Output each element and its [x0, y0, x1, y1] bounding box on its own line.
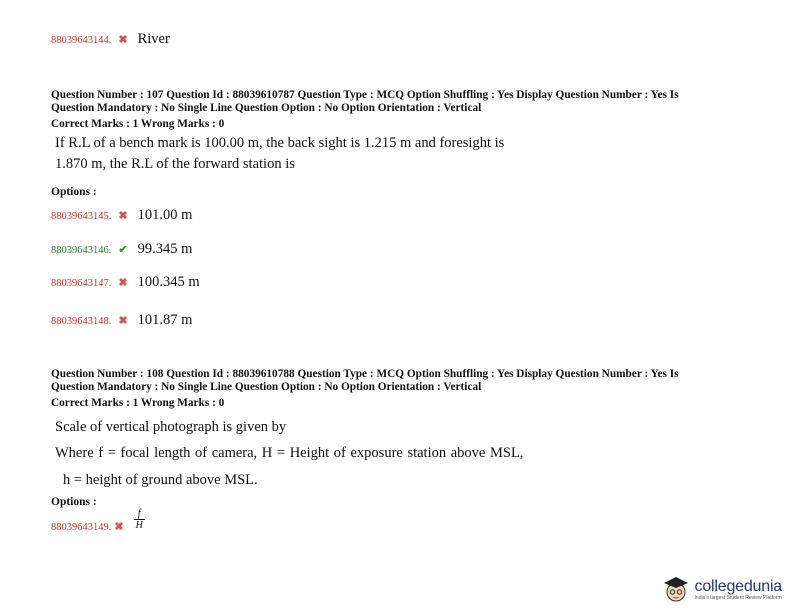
wrong-mark-icon: ✖	[118, 210, 128, 222]
question-marks: Correct Marks : 1 Wrong Marks : 0	[51, 118, 225, 130]
fraction-denominator: H	[135, 520, 143, 531]
option-text: 100.345 m	[137, 274, 200, 290]
question-text	[55, 135, 504, 173]
wrong-mark-icon: ✖	[118, 277, 128, 289]
option-text: 101.00 m	[137, 207, 193, 223]
question-meta-line2: Question Mandatory : No Single Line Question Option : No Option Orientation : Vertical	[51, 381, 482, 393]
collegedunia-logo	[661, 574, 782, 604]
option-id: 88039643144.	[51, 35, 112, 46]
question-text-line: 1.870 m, the R.L of the forward station is	[55, 156, 295, 172]
question-header	[51, 89, 741, 131]
question-meta-line1: Question Number : 108 Question Id : 88039610788 Question Type : MCQ Option Shuffling : Yes Display Question Number : Yes Is	[51, 368, 679, 380]
wrong-mark-icon: ✖	[118, 34, 128, 46]
option-id: 88039643145.	[51, 211, 112, 222]
option-id: 88039643148.	[51, 316, 112, 327]
question-text-line: Where f = focal length of camera, H = Height of exposure station above MSL,	[55, 445, 524, 461]
option-text: 99.345 m	[137, 241, 193, 257]
question-text-line: Scale of vertical photograph is given by	[55, 419, 287, 435]
question-text-line: If R.L of a bench mark is 100.00 m, the back sight is 1.215 m and foresight is	[55, 135, 505, 151]
graduate-mascot-icon	[661, 574, 691, 604]
wrong-mark-icon: ✖	[118, 315, 128, 327]
options-label: Options :	[51, 496, 97, 508]
option-row	[51, 508, 145, 535]
question-meta-line2: Question Mandatory : No Single Line Question Option : No Option Orientation : Vertical	[51, 102, 482, 114]
option-row	[51, 311, 192, 329]
option-row	[51, 273, 200, 291]
wrong-mark-icon: ✖	[114, 521, 124, 533]
option-id: 88039643149.	[51, 522, 112, 533]
question-meta-line1: Question Number : 107 Question Id : 88039610787 Question Type : MCQ Option Shuffling : Yes Display Question Number : Yes Is	[51, 89, 679, 101]
option-id: 88039643146.	[51, 245, 112, 256]
option-text: River	[137, 31, 170, 47]
option-text: 101.87 m	[137, 312, 193, 328]
option-row	[51, 240, 192, 258]
check-mark-icon: ✔	[118, 244, 128, 256]
question-text-line: h = height of ground above MSL.	[63, 472, 258, 488]
logo-tagline: India's largest Student Review Platform	[694, 594, 782, 601]
logo-brand-name: collegedunia	[694, 577, 782, 595]
option-id: 88039643147.	[51, 278, 112, 289]
question-marks: Correct Marks : 1 Wrong Marks : 0	[51, 397, 225, 409]
option-row	[51, 30, 170, 48]
question-header	[51, 368, 741, 410]
fraction-numerator: f	[134, 508, 145, 520]
option-row	[51, 206, 192, 224]
fraction-formula	[134, 508, 145, 531]
options-label: Options :	[51, 186, 97, 198]
